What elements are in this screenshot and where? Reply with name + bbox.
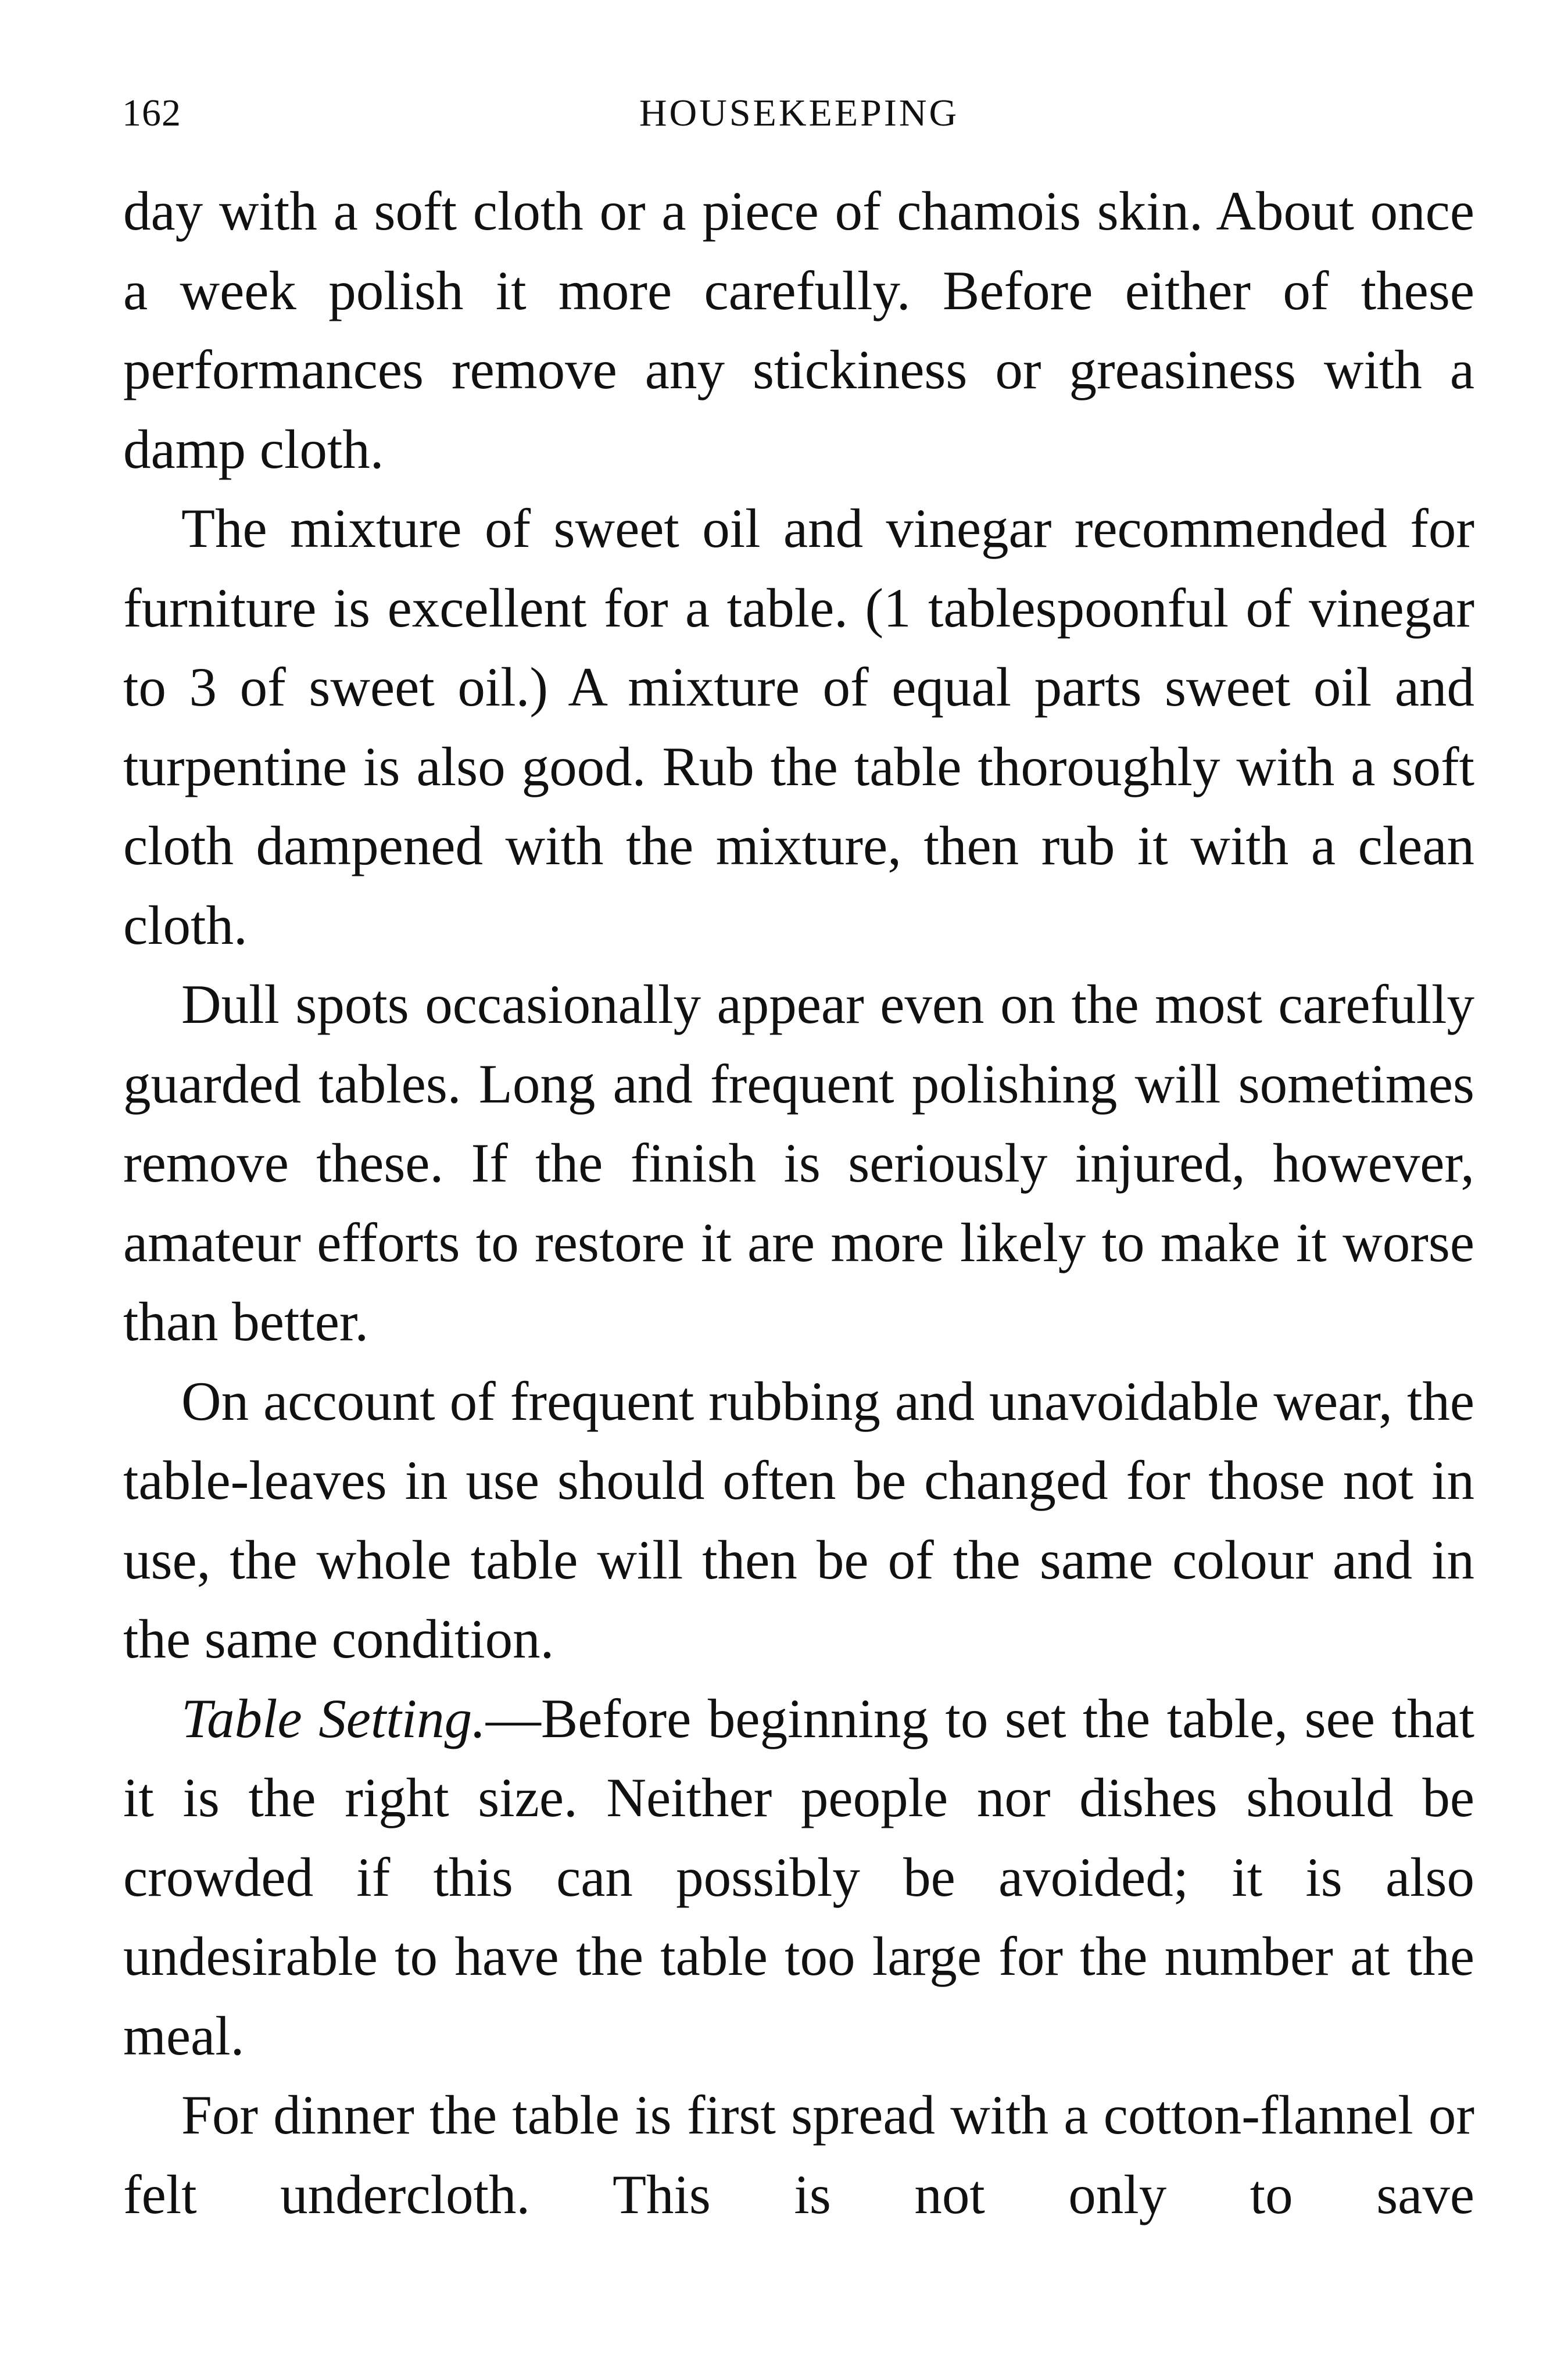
table-setting-heading: Table Setting. (181, 1687, 486, 1749)
paragraph-5-text: —Before beginning to set the table, see that it is the right size. Neither people nor dishes should be crowded if this can possibly be avoided; it is also undesirable to have the table too large for the number at the meal. (123, 1687, 1474, 2067)
running-head: HOUSEKEEPING (639, 92, 960, 134)
paragraph-2: The mixture of sweet oil and vinegar recommended for furniture is excellent for a table. (1 tablespoonful of vinegar to 3 of sweet oil.) A mixture of equal parts sweet oil and turpentine is also good. Rub the table thoroughly with a soft cloth dampened with the mixture, then rub it with a clean cloth. (123, 497, 1474, 956)
paragraph-6: For dinner the table is first spread with a cotton-flannel or felt undercloth. This is not only to save (123, 2084, 1474, 2225)
page-header (122, 87, 1476, 145)
page-number: 162 (122, 92, 181, 134)
paragraph-1: day with a soft cloth or a piece of chamois skin. About once a week polish it more carefully. Before either of these performances remove any stickiness or greasiness with a damp cloth. (123, 180, 1474, 480)
body-text (123, 171, 1474, 2234)
paragraph-5 (123, 1679, 1474, 2076)
paragraph-3: Dull spots occasionally appear even on the most carefully guarded tables. Long and frequent polishing will sometimes remove these. If the finish is seriously injured, however, amateur efforts to restore it are more likely to make it worse than better. (123, 973, 1474, 1352)
paragraph-4: On account of frequent rubbing and unavoidable wear, the table-leaves in use should often be changed for those not in use, the whole table will then be of the same colour and in the same condition. (123, 1370, 1474, 1670)
